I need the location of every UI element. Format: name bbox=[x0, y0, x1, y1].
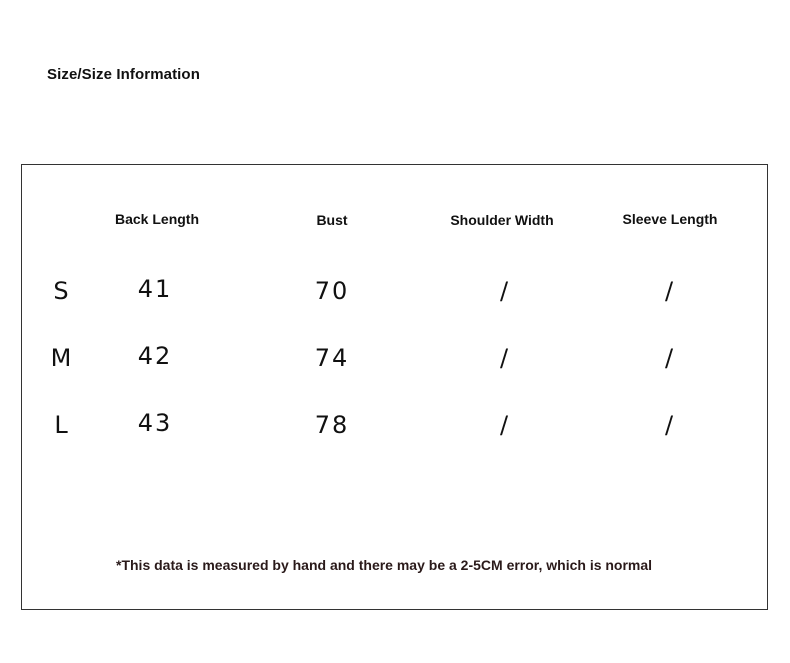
size-label-s: S bbox=[53, 277, 69, 305]
cell-s-sleeve-length: / bbox=[664, 277, 676, 305]
header-shoulder-width: Shoulder Width bbox=[450, 212, 554, 228]
cell-s-bust: 70 bbox=[314, 277, 350, 305]
cell-l-back-length: 43 bbox=[137, 409, 173, 437]
page-title: Size/Size Information bbox=[47, 66, 200, 83]
cell-s-shoulder-width: / bbox=[499, 277, 511, 305]
cell-m-sleeve-length: / bbox=[664, 344, 676, 372]
header-sleeve-length: Sleeve Length bbox=[622, 211, 718, 227]
cell-l-bust: 78 bbox=[314, 411, 350, 439]
cell-l-sleeve-length: / bbox=[664, 411, 676, 439]
cell-m-shoulder-width: / bbox=[499, 344, 511, 372]
size-label-l: L bbox=[54, 411, 68, 439]
cell-l-shoulder-width: / bbox=[499, 411, 511, 439]
measurement-footnote: *This data is measured by hand and there may be a 2-5CM error, which is normal bbox=[116, 557, 653, 573]
size-label-m: M bbox=[50, 344, 72, 372]
cell-m-bust: 74 bbox=[314, 344, 350, 372]
header-bust: Bust bbox=[316, 212, 348, 228]
size-table-border bbox=[21, 164, 768, 610]
cell-s-back-length: 41 bbox=[137, 275, 173, 303]
cell-m-back-length: 42 bbox=[137, 342, 173, 370]
header-back-length: Back Length bbox=[114, 211, 200, 227]
